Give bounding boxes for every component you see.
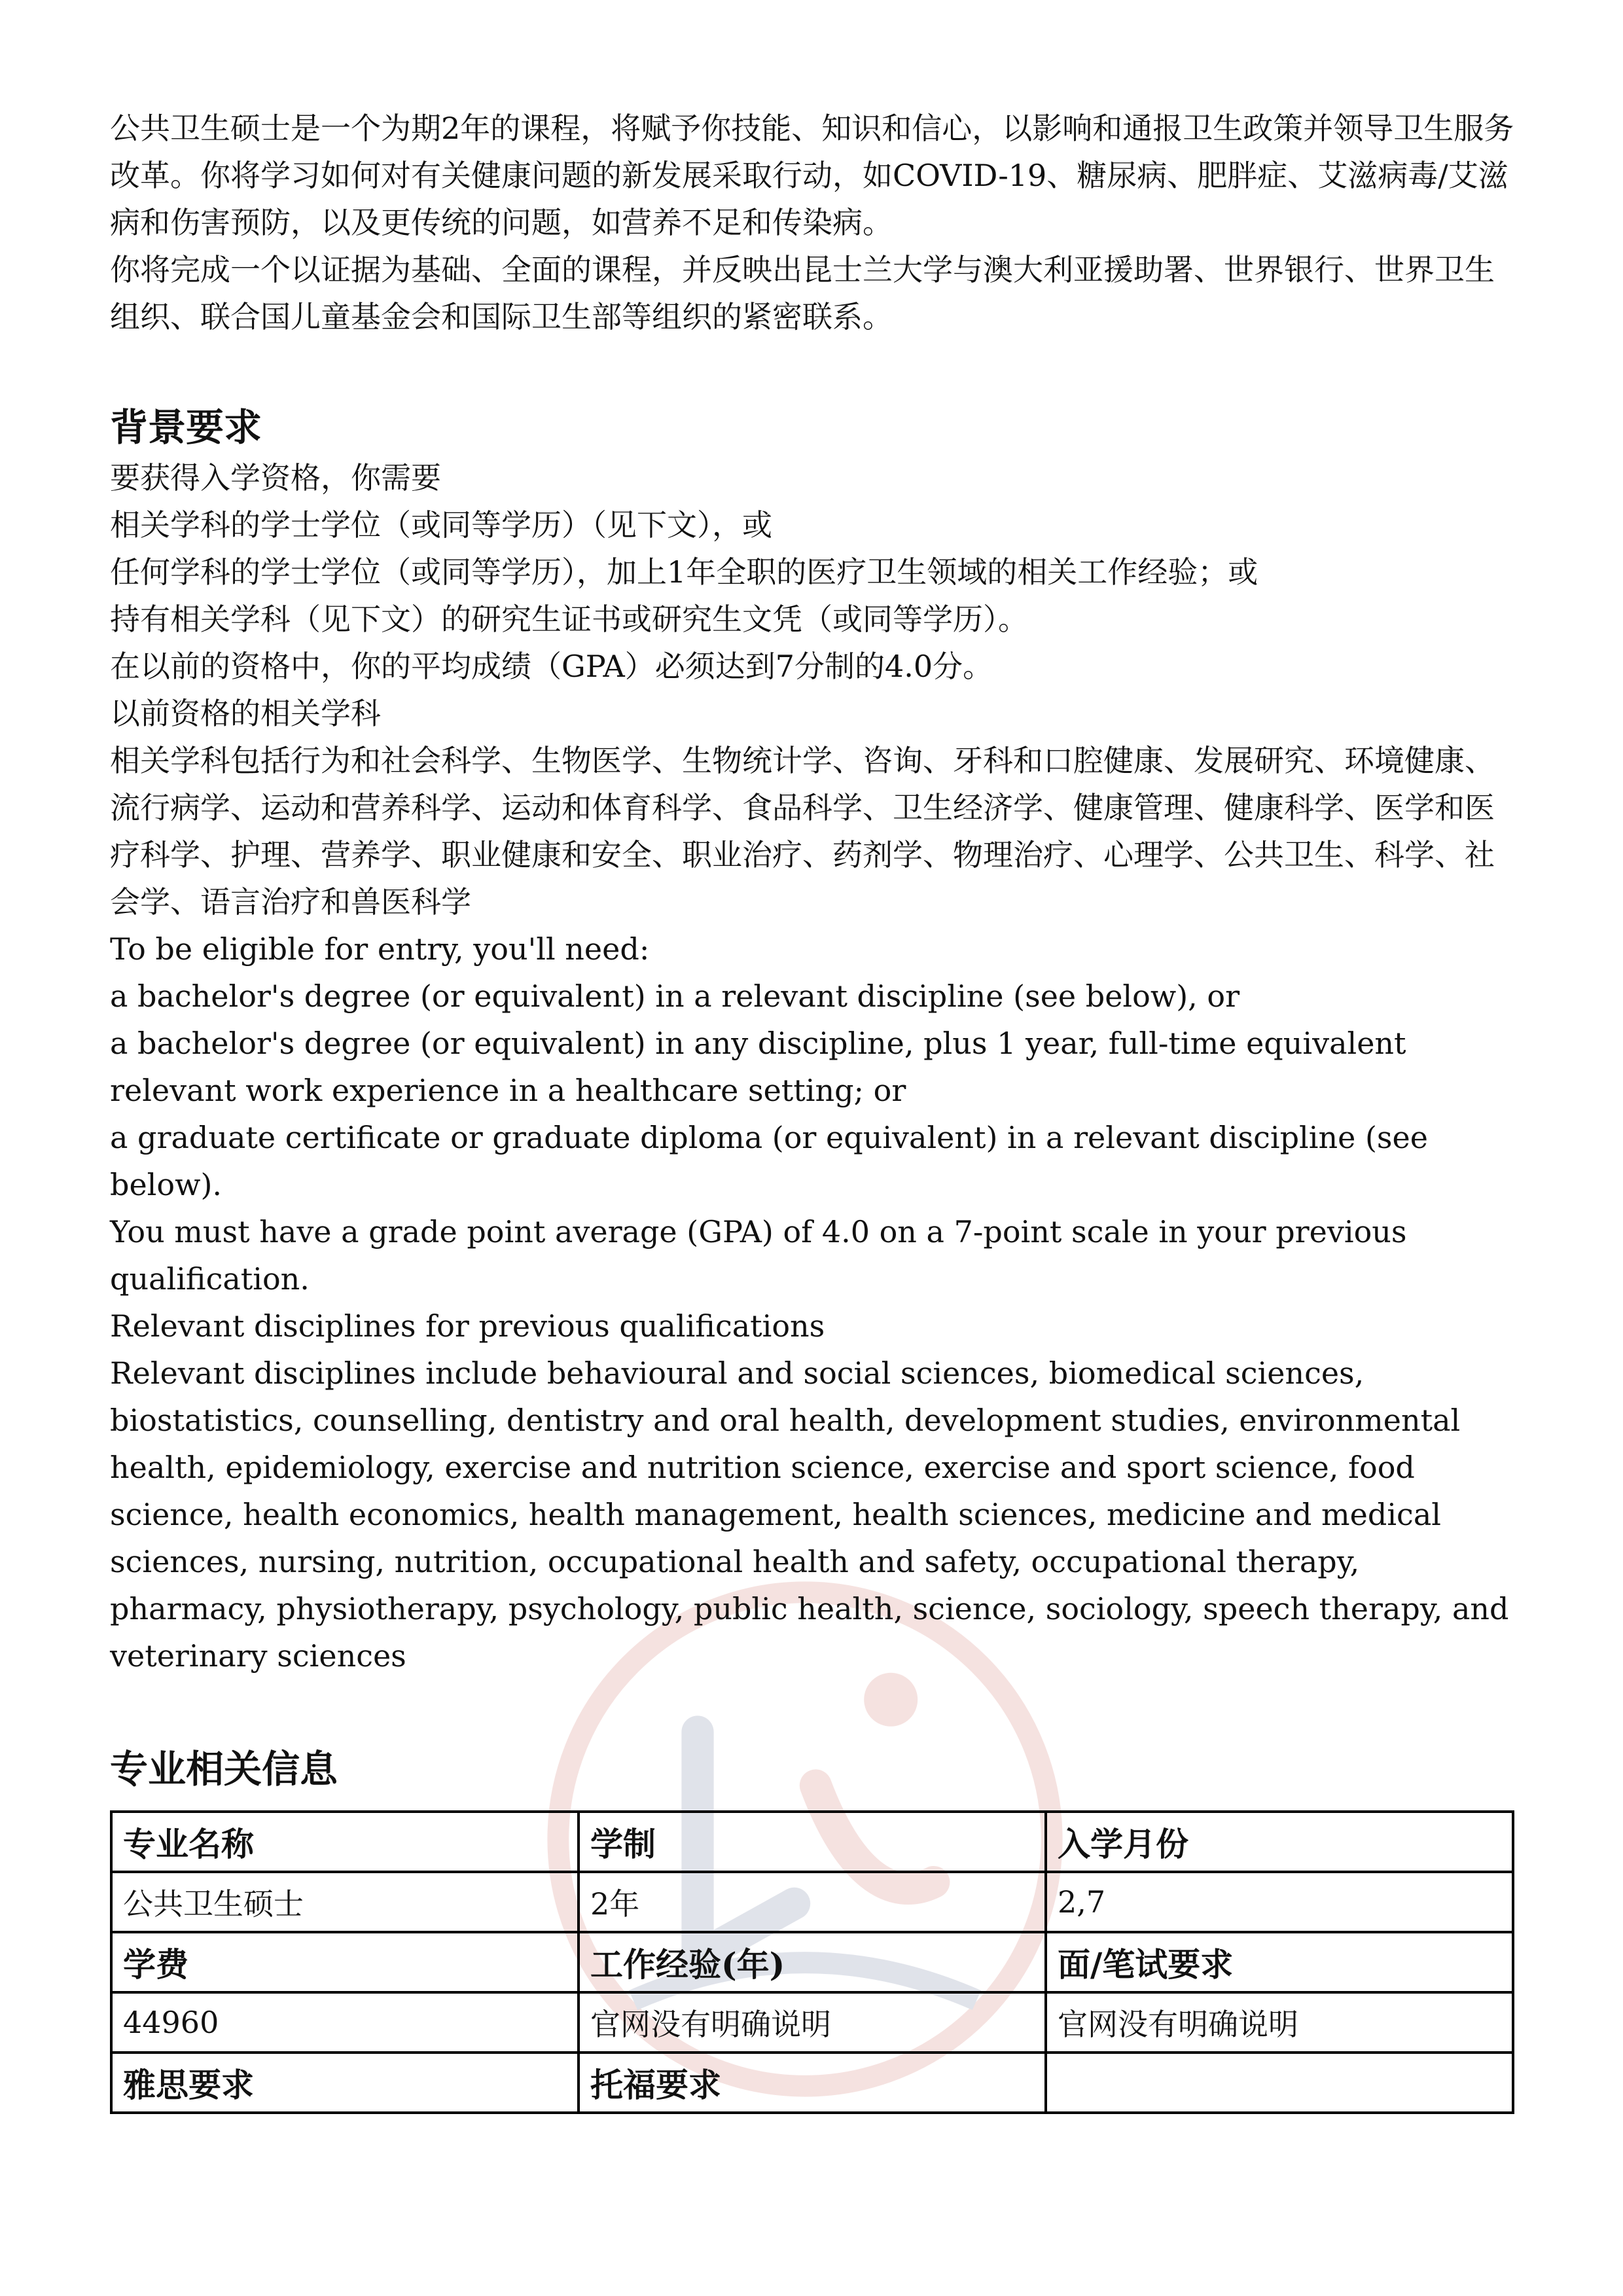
table-cell: 官网没有明确说明	[579, 1992, 1046, 2053]
table-header-cell	[1046, 2053, 1513, 2113]
requirement-line: 要获得入学资格，你需要	[110, 460, 441, 495]
background-heading: 背景要求	[110, 405, 262, 450]
table-row	[111, 2053, 1513, 2113]
requirement-line: 以前资格的相关学科	[110, 696, 381, 731]
requirement-line: Relevant disciplines for previous qualifications	[110, 1308, 825, 1344]
table-header-cell: 面/笔试要求	[1046, 1932, 1513, 1992]
table-cell: 官网没有明确说明	[1046, 1992, 1513, 2053]
table-header-cell: 入学月份	[1046, 1812, 1513, 1872]
requirement-line: 在以前的资格中，你的平均成绩（GPA）必须达到7分制的4.0分。	[110, 649, 993, 684]
requirement-line: 相关学科的学士学位（或同等学历）（见下文），或	[110, 507, 772, 543]
table-cell: 2年	[579, 1872, 1046, 1932]
requirement-line: To be eligible for entry, you'll need:	[110, 931, 650, 967]
table-header-cell: 雅思要求	[111, 2053, 579, 2113]
table-cell: 2,7	[1046, 1872, 1513, 1932]
requirement-line: 相关学科包括行为和社会科学、生物医学、生物统计学、咨询、牙科和口腔健康、发展研究、环境健康、流行病学、运动和营养科学、运动和体育科学、食品科学、卫生经济学、健康管理、健康科学、医学和医疗科学、护理、营养学、职业健康和安全、职业治疗、药剂学、物理治疗、心理学、公共卫生、科学、社会学、语言治疗和兽医科学	[110, 743, 1495, 920]
requirement-line: a bachelor's degree (or equivalent) in any discipline, plus 1 year, full-time equivalent relevant work experience in a healthcare setting; or	[110, 1026, 1406, 1108]
requirement-line: 持有相关学科（见下文）的研究生证书或研究生文凭（或同等学历）。	[110, 601, 1028, 637]
requirement-line: a bachelor's degree (or equivalent) in a relevant discipline (see below), or	[110, 978, 1240, 1014]
document-body	[110, 105, 1517, 1796]
requirement-line: You must have a grade point average (GPA) of 4.0 on a 7-point scale in your previous qualification.	[110, 1214, 1407, 1297]
table-header-cell: 工作经验(年)	[579, 1932, 1046, 1992]
program-info-table	[110, 1810, 1514, 2114]
table-row	[111, 1872, 1513, 1932]
table-cell: 公共卫生硕士	[111, 1872, 579, 1932]
table-cell: 44960	[111, 1992, 579, 2053]
intro-paragraph: 公共卫生硕士是一个为期2年的课程，将赋予你技能、知识和信心，以影响和通报卫生政策并领导卫生服务改革。你将学习如何对有关健康问题的新发展采取行动，如COVID-19、糖尿病、肥胖症、艾滋病毒/艾滋病和伤害预防，以及更传统的问题，如营养不足和传染病。	[110, 111, 1514, 240]
intro-paragraph: 你将完成一个以证据为基础、全面的课程，并反映出昆士兰大学与澳大利亚援助署、世界银行、世界卫生组织、联合国儿童基金会和国际卫生部等组织的紧密联系。	[110, 252, 1495, 334]
table-row	[111, 1932, 1513, 1992]
table-row	[111, 1812, 1513, 1872]
table-header-cell: 托福要求	[579, 2053, 1046, 2113]
program-info-heading: 专业相关信息	[110, 1747, 338, 1791]
table-row	[111, 1992, 1513, 2053]
requirement-line: 任何学科的学士学位（或同等学历），加上1年全职的医疗卫生领域的相关工作经验；或	[110, 554, 1258, 590]
table-header-cell: 学制	[579, 1812, 1046, 1872]
table-header-cell: 专业名称	[111, 1812, 579, 1872]
table-header-cell: 学费	[111, 1932, 579, 1992]
requirement-line: Relevant disciplines include behavioural and social sciences, biomedical sciences, biostatistics, counselling, dentistry and oral health, development studies, environmental health, epidemiology, exercise and nutrition science, exercise and sport science, food science, health economics, health management, health sciences, medicine and medical sciences, nursing, nutrition, occupational health and safety, occupational therapy, pharmacy, physiotherapy, psychology, public health, science, sociology, speech therapy, and veterinary sciences	[110, 1355, 1509, 1674]
requirement-line: a graduate certificate or graduate diploma (or equivalent) in a relevant discipline (see below).	[110, 1120, 1428, 1202]
